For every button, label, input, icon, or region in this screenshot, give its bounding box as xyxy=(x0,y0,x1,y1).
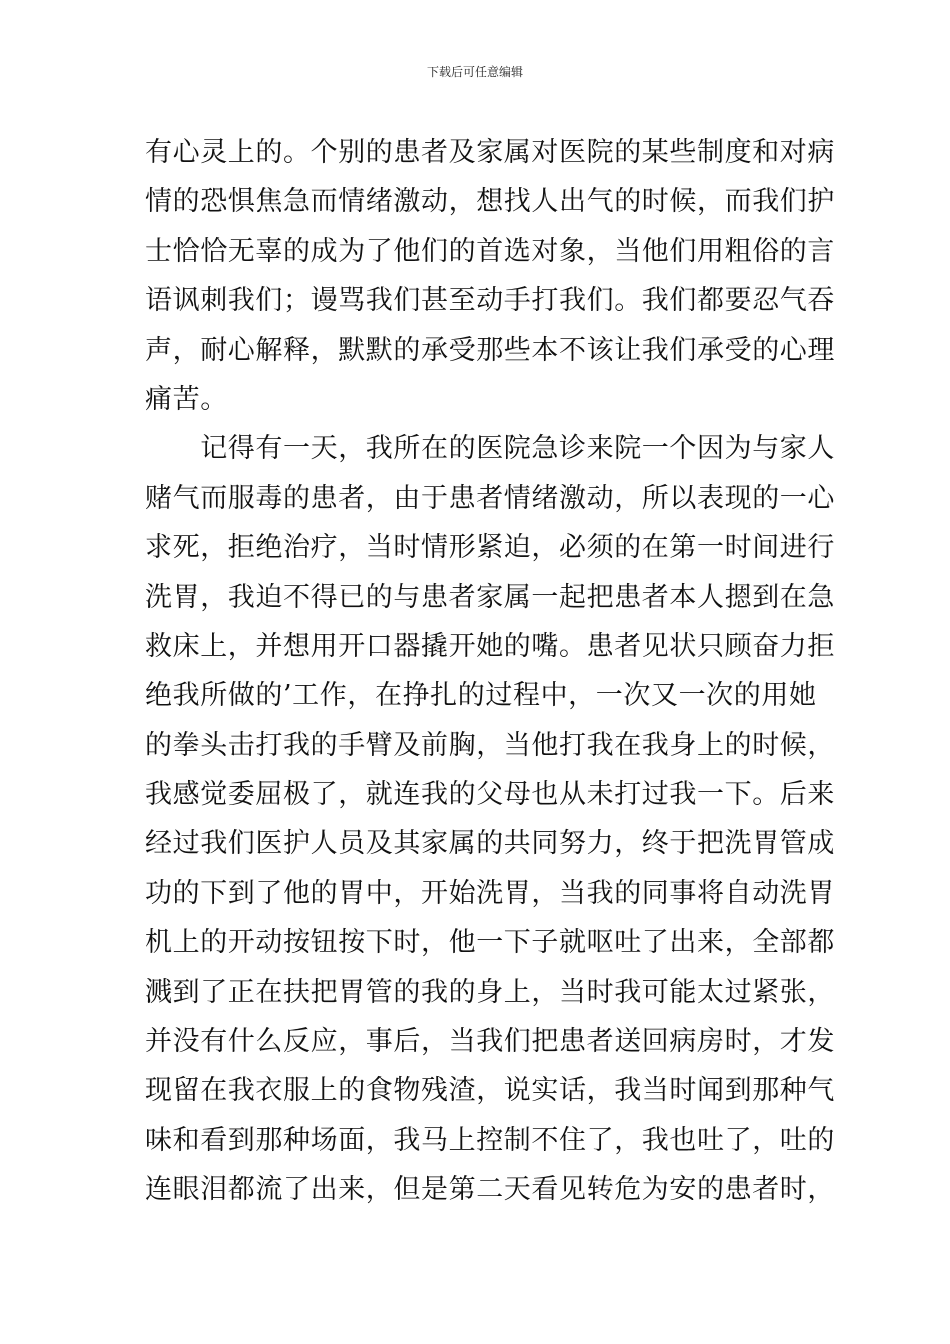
text-line: 味和看到那种场面，我马上控制不住了，我也吐了，吐的 xyxy=(145,1124,835,1156)
body-text xyxy=(145,128,835,1215)
text-line: 士恰恰无辜的成为了他们的首选对象，当他们用粗俗的言 xyxy=(145,235,835,267)
text-line: 语讽刺我们；谩骂我们甚至动手打我们。我们都要忍气吞 xyxy=(145,285,835,317)
text-line: 溅到了正在扶把胃管的我的身上，当时我可能太过紧张， xyxy=(145,976,835,1008)
text-line: 救床上，并想用开口器撬开她的嘴。患者见状只顾奋力拒 xyxy=(145,630,835,662)
text-line: 连眼泪都流了出来，但是第二天看见转危为安的患者时， xyxy=(145,1174,835,1206)
text-line: 赌气而服毒的患者，由于患者情绪激动，所以表现的一心 xyxy=(145,482,835,514)
page-header: 下载后可任意编辑 xyxy=(426,65,523,79)
text-line: 求死，拒绝治疗，当时情形紧迫，必须的在第一时间进行 xyxy=(145,532,835,564)
text-line: 绝我所做的’工作，在挣扎的过程中，一次又一次的用她 xyxy=(145,680,817,712)
text-line: 情的恐惧焦急而情绪激动，想找人出气的时候，而我们护 xyxy=(145,186,835,218)
text-line: 现留在我衣服上的食物残渣，说实话，我当时闻到那种气 xyxy=(145,1075,835,1107)
text-line: 痛苦。 xyxy=(145,383,228,415)
text-line: 并没有什么反应，事后，当我们把患者送回病房时，才发 xyxy=(145,1026,835,1058)
text-line: 洗胃，我迫不得已的与患者家属一起把患者本人摁到在急 xyxy=(145,581,835,613)
text-line: 声，耐心解释，默默的承受那些本不该让我们承受的心理 xyxy=(145,334,835,366)
text-line: 有心灵上的。个别的患者及家属对医院的某些制度和对病 xyxy=(145,137,835,168)
text-line: 记得有一天，我所在的医院急诊来院一个因为与家人 xyxy=(145,433,835,465)
text-line: 功的下到了他的胃中，开始洗胃，当我的同事将自动洗胃 xyxy=(145,877,835,909)
text-line: 的拳头击打我的手臂及前胸，当他打我在我身上的时候， xyxy=(145,729,835,761)
text-line: 机上的开动按钮按下时，他一下子就呕吐了出来，全部都 xyxy=(145,927,835,959)
text-line: 经过我们医护人员及其家属的共同努力，终于把洗胃管成 xyxy=(145,828,835,860)
text-line: 我感觉委屈极了，就连我的父母也从未打过我一下。后来 xyxy=(145,779,835,811)
